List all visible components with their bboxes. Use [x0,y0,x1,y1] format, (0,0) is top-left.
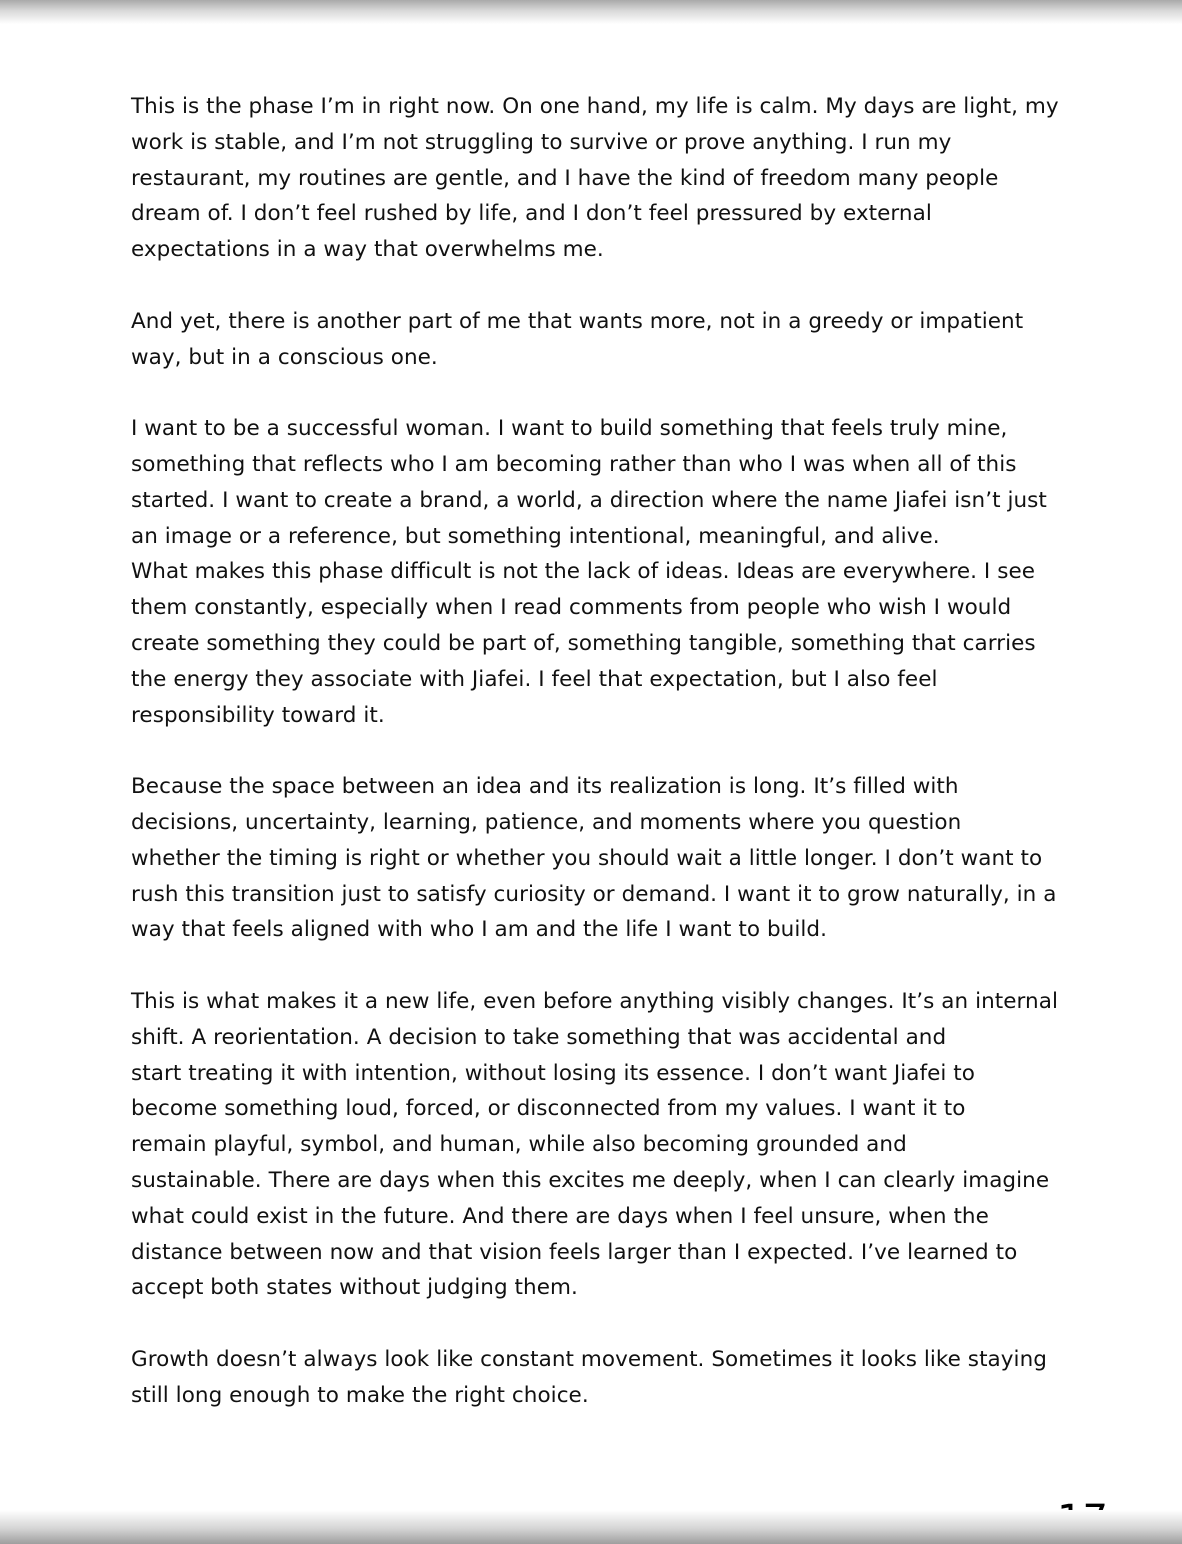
bottom-edge-shadow [0,1510,1182,1544]
text-line: accept both states without judging them. [131,1275,578,1301]
text-line: responsibility toward it. [131,702,385,728]
paragraph-gap [131,733,1061,769]
text-line: decisions, uncertainty, learning, patience, and moments where you question [131,809,962,835]
text-line: what could exist in the future. And there are days when I feel unsure, when the [131,1203,989,1229]
text-line: whether the timing is right or whether you should wait a little longer. I don’t want to [131,845,1043,871]
text-line: And yet, there is another part of me that wants more, not in a greedy or impatient [131,308,1024,334]
text-line: work is stable, and I’m not struggling to survive or prove anything. I run my [131,129,952,155]
top-edge-shadow [0,0,1182,24]
text-line: still long enough to make the right choice. [131,1382,589,1408]
text-line: something that reflects who I am becoming rather than who I was when all of this [131,451,1017,477]
text-line: What makes this phase difficult is not the lack of ideas. Ideas are everywhere. I see [131,559,1036,585]
page-body-text [131,89,1061,1413]
text-line: This is the phase I’m in right now. On one hand, my life is calm. My days are light, my [131,94,1059,119]
text-line: create something they could be part of, something tangible, something that carries [131,630,1036,656]
text-line: started. I want to create a brand, a world, a direction where the name Jiafei isn’t just [131,487,1047,513]
text-line: dream of. I don’t feel rushed by life, and I don’t feel pressured by external [131,201,932,227]
text-line: distance between now and that vision feels larger than I expected. I’ve learned to [131,1239,1018,1265]
text-line: sustainable. There are days when this excites me deeply, when I can clearly imagine [131,1167,1050,1193]
text-line: remain playful, symbol, and human, while also becoming grounded and [131,1132,907,1158]
text-line: rush this transition just to satisfy curiosity or demand. I want it to grow naturally, in a [131,881,1057,907]
text-line: expectations in a way that overwhelms me. [131,237,604,263]
text-line: Because the space between an idea and its realization is long. It’s filled with [131,774,959,800]
text-line: This is what makes it a new life, even before anything visibly changes. It’s an internal [131,988,1058,1014]
paragraph-gap [131,948,1061,984]
text-line: start treating it with intention, without losing its essence. I don’t want Jiafei to [131,1060,975,1086]
text-line: way, but in a conscious one. [131,344,438,370]
paragraph-gap [131,268,1061,304]
text-line: shift. A reorientation. A decision to take something that was accidental and [131,1024,947,1050]
text-line: become something loud, forced, or disconnected from my values. I want it to [131,1096,966,1122]
text-line: restaurant, my routines are gentle, and I have the kind of freedom many people [131,165,999,191]
text-line: the energy they associate with Jiafei. I feel that expectation, but I also feel [131,666,938,692]
text-line: way that feels aligned with who I am and the life I want to build. [131,917,827,943]
text-line: them constantly, especially when I read comments from people who wish I would [131,595,1012,621]
text-line: I want to be a successful woman. I want to build something that feels truly mine, [131,416,1008,442]
paragraph-gap [131,1306,1061,1342]
text-line: an image or a reference, but something intentional, meaningful, and alive. [131,523,940,549]
text-line: Growth doesn’t always look like constant movement. Sometimes it looks like staying [131,1346,1047,1372]
paragraph-gap [131,375,1061,411]
